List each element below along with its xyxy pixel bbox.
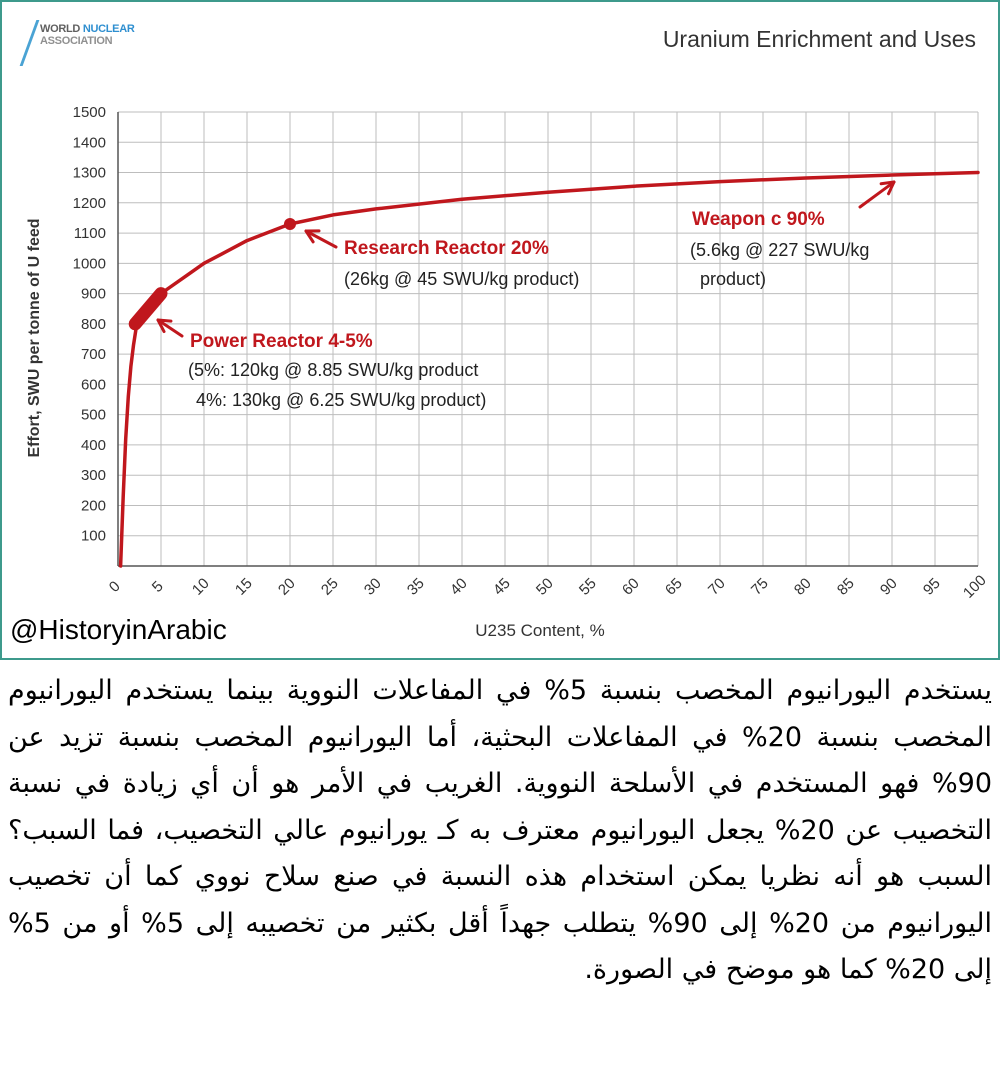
annotation-label-1: Research Reactor 20% — [344, 238, 549, 259]
y-tick-label-1300: 1300 — [72, 164, 106, 182]
y-tick-label-700: 700 — [80, 346, 106, 364]
annotation-2-line-1: product) — [700, 269, 767, 289]
x-tick-label-25: 25 — [317, 574, 342, 599]
y-tick-label-200: 200 — [80, 497, 106, 515]
logo-line-2: ASSOCIATION — [40, 35, 113, 47]
y-tick-label-1500: 1500 — [72, 104, 106, 121]
x-tick-label-80: 80 — [790, 574, 815, 599]
y-axis-label: Effort, SWU per tonne of U feed — [26, 218, 43, 458]
x-tick-label-20: 20 — [274, 574, 299, 599]
logo-line-1: WORLD NUCLEAR — [40, 23, 135, 35]
x-tick-label-55: 55 — [575, 574, 600, 599]
x-tick-label-70: 70 — [704, 574, 729, 599]
chart-title: Uranium Enrichment and Uses — [662, 26, 976, 52]
x-tick-label-40: 40 — [446, 574, 471, 599]
annotation-0-line-0: (5%: 120kg @ 8.85 SWU/kg product — [188, 360, 479, 380]
y-tick-label-1400: 1400 — [72, 134, 106, 152]
x-tick-label-30: 30 — [360, 574, 385, 599]
annotation-label-0: Power Reactor 4-5% — [190, 331, 373, 352]
x-axis-label: U235 Content, % — [475, 621, 605, 640]
annotation-2-line-0: (5.6kg @ 227 SWU/kg — [690, 240, 870, 260]
data-marker-0 — [284, 218, 296, 230]
y-tick-label-600: 600 — [80, 376, 106, 394]
y-tick-label-900: 900 — [80, 285, 106, 303]
y-tick-label-800: 800 — [80, 315, 106, 333]
y-tick-label-400: 400 — [80, 436, 106, 454]
x-tick-label-60: 60 — [618, 574, 643, 599]
x-tick-label-65: 65 — [661, 574, 686, 599]
annotations — [158, 182, 894, 410]
annotation-0-line-1: 4%: 130kg @ 6.25 SWU/kg product) — [196, 390, 487, 410]
x-tick-label-75: 75 — [747, 574, 772, 599]
x-tick-label-90: 90 — [876, 574, 901, 599]
enrichment-chart — [2, 2, 998, 658]
x-tick-label-85: 85 — [833, 574, 858, 599]
x-tick-label-50: 50 — [532, 574, 557, 599]
x-tick-label-10: 10 — [188, 574, 213, 599]
x-tick-label-95: 95 — [919, 574, 944, 599]
arabic-caption: يستخدم اليورانيوم المخصب بنسبة 5% في المفاعلات النووية بينما يستخدم اليورانيوم المخصب بنسبة 20% في المفاعلات البحثية، أما اليورانيوم المخصب بنسبة تزيد عن 90% فهو المستخدم في الأسلحة النووية. الغريب في الأمر هو أن أي زيادة في نسبة التخصيب عن 20% يجعل اليورانيوم معترف به كـ يورانيوم عالي التخصيب، فما السبب؟ السبب هو أنه نظريا يمكن استخدام هذه النسبة في صنع سلاح نووي كما أن تخصيب اليورانيوم من 20% إلى 90% يتطلب جهداً أقل بكثير من تخصيبه إلى 5% أو من 5% إلى 20% كما هو موضح في الصورة. — [8, 675, 992, 985]
y-tick-label-300: 300 — [80, 467, 106, 485]
x-tick-label-100: 100 — [959, 571, 990, 602]
annotation-1-line-0: (26kg @ 45 SWU/kg product) — [344, 269, 580, 289]
annotation-label-2: Weapon c 90% — [692, 209, 825, 230]
y-tick-label-1100: 1100 — [73, 225, 106, 243]
y-tick-label-1000: 1000 — [72, 255, 106, 273]
tick-labels — [73, 104, 990, 602]
x-tick-label-35: 35 — [403, 574, 428, 599]
x-tick-label-5: 5 — [148, 577, 167, 596]
y-tick-label-100: 100 — [80, 527, 106, 545]
y-tick-label-1200: 1200 — [72, 194, 106, 212]
y-tick-label-500: 500 — [80, 406, 106, 424]
x-tick-label-0: 0 — [105, 577, 124, 596]
watermark: @HistoryinArabic — [10, 614, 227, 645]
x-tick-label-15: 15 — [231, 574, 256, 599]
x-tick-label-45: 45 — [489, 574, 514, 599]
